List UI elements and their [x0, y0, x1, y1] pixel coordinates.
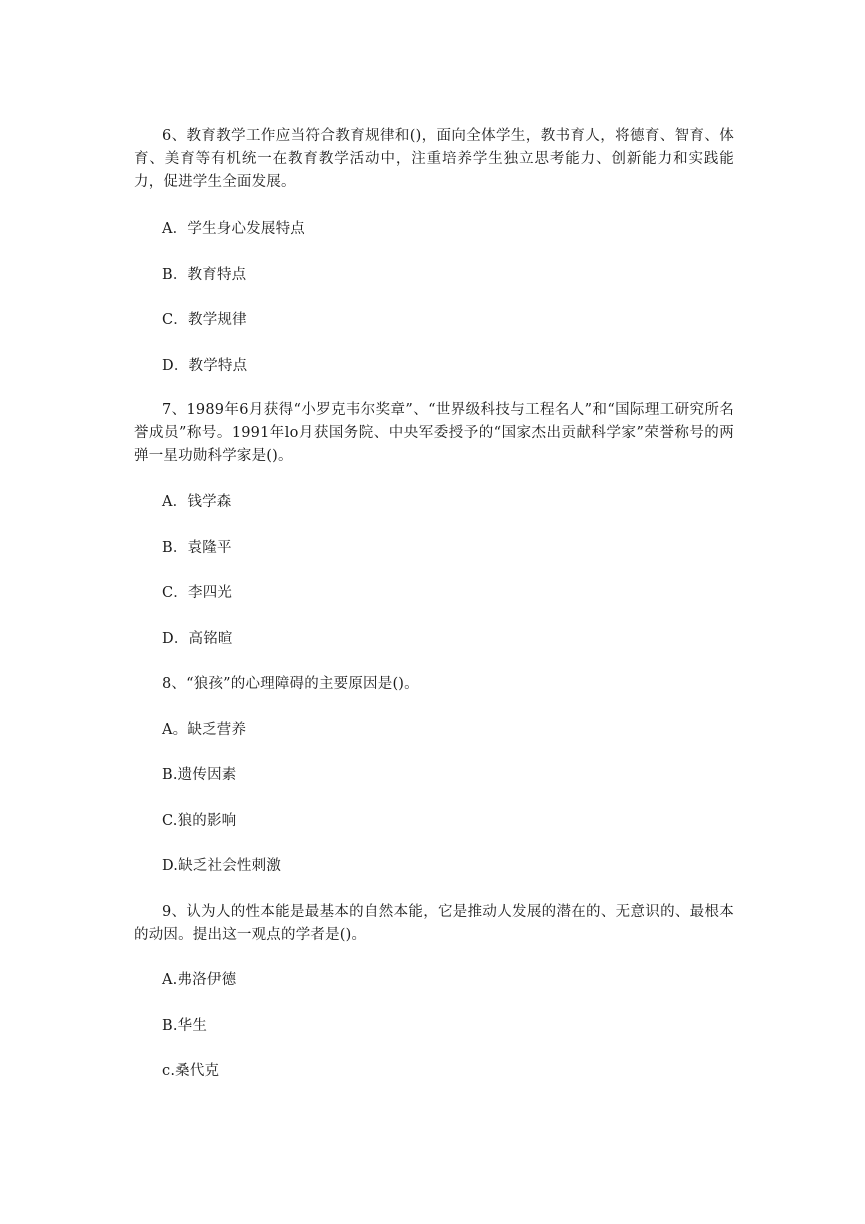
question-7-option-b: B．袁隆平	[162, 540, 232, 556]
question-7-text: 7、1989年6月获得“小罗克韦尔奖章”、“世界级科技与工程名人”和“国际理工研究所名誉成员”称号。1991年lo月获国务院、中央军委授予的“国家杰出贡献科学家”荣誉称号的两弹一星功勋科学家是()。	[134, 402, 734, 464]
question-9-text: 9、认为人的性本能是最基本的自然本能，它是推动人发展的潜在的、无意识的、最根本的动因。提出这一观点的学者是()。	[134, 904, 734, 943]
question-7-option-c: C．李四光	[162, 585, 233, 601]
question-8-option-c: C.狼的影响	[162, 813, 237, 829]
question-8-option-b: B.遗传因素	[162, 767, 237, 783]
question-6-text: 6、教育教学工作应当符合教育规律和()，面向全体学生，教书育人，将德育、智育、体育、美育等有机统一在教育教学活动中，注重培养学生独立思考能力、创新能力和实践能力，促进学生全面发展。	[134, 128, 734, 190]
question-8-option-d: D.缺乏社会性刺激	[162, 858, 282, 874]
question-8-option-a: A。缺乏营养	[162, 722, 247, 738]
question-9-option-a: A.弗洛伊德	[162, 972, 237, 988]
question-6-option-c: C．教学规律	[162, 312, 247, 328]
question-8-text: 8、“狼孩”的心理障碍的主要原因是()。	[162, 676, 419, 692]
question-7-option-d: D．高铭暄	[162, 631, 233, 647]
question-6-option-a: A．学生身心发展特点	[162, 221, 305, 237]
question-6-option-b: B．教育特点	[162, 267, 247, 283]
question-7-option-a: A．钱学森	[162, 494, 232, 510]
question-6-option-d: D．教学特点	[162, 358, 248, 374]
question-9-option-c: c.桑代克	[162, 1063, 220, 1079]
question-9-option-b: B.华生	[162, 1018, 208, 1034]
